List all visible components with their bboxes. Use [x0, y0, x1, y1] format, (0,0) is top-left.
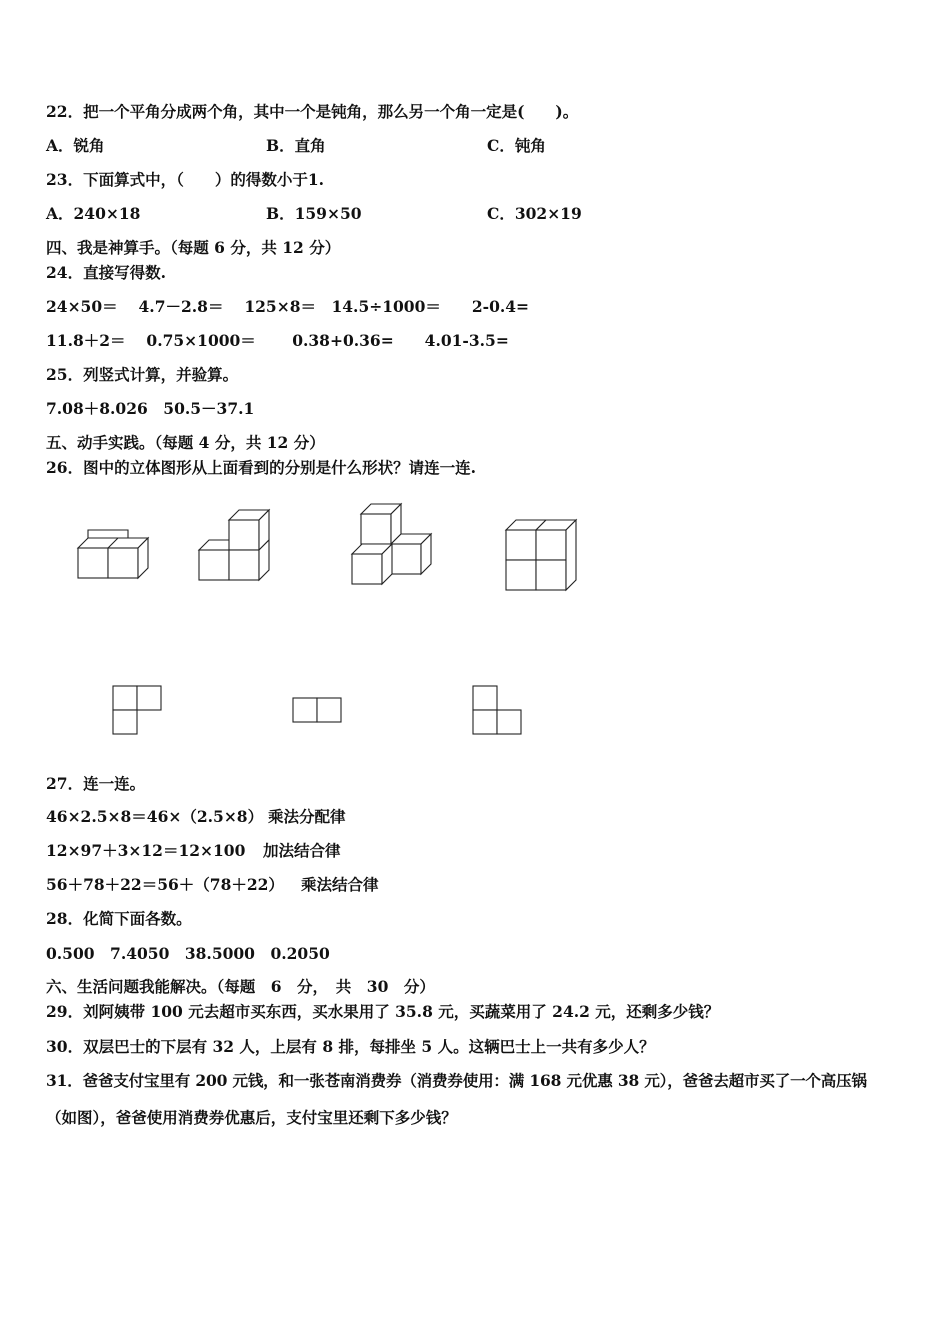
q24-title: 24．直接写得数.	[46, 263, 166, 282]
q25-items: 7.08＋8.026 50.5－37.1	[46, 399, 255, 418]
top-view-1	[112, 685, 164, 737]
q27-expr-1[interactable]: 46×2.5×8＝46×（2.5×8）	[46, 807, 264, 826]
section5-title: 五、动手实践。（每题 4 分，共 12 分）	[46, 433, 325, 452]
solid-2	[190, 505, 280, 590]
q28-numbers: 0.500 7.4050 38.5000 0.2050	[46, 944, 330, 963]
q23-option-b[interactable]: B．159×50	[266, 204, 362, 223]
q23-question: 23．下面算式中，（ ）的得数小于1.	[46, 170, 325, 189]
q28-title: 28．化简下面各数。	[46, 909, 192, 928]
q22-option-a[interactable]: A．锐角	[46, 136, 105, 155]
section6-title: 六、生活问题我能解决。（每题 6 分， 共 30 分）	[46, 977, 435, 996]
q23-option-a[interactable]: A．240×18	[46, 204, 141, 223]
q24-row-1: 24×50＝ 4.7－2.8＝ 125×8＝ 14.5÷1000＝ 2-0.4=	[46, 297, 530, 316]
q22-question: 22．把一个平角分成两个角，其中一个是钝角，那么另一个角一定是( )。	[46, 102, 579, 121]
q27-expr-3[interactable]: 56＋78＋22＝56＋（78＋22）	[46, 875, 284, 894]
q27-title: 27．连一连。	[46, 774, 146, 793]
q25-title: 25．列竖式计算，并验算。	[46, 365, 239, 384]
q27-law-2[interactable]: 加法结合律	[263, 841, 341, 860]
solid-1	[70, 520, 160, 590]
q22-option-b[interactable]: B．直角	[266, 136, 326, 155]
solid-4	[498, 512, 588, 597]
q30-question: 30．双层巴士的下层有 32 人，上层有 8 排，每排坐 5 人。这辆巴士上一共有多少人？	[46, 1037, 655, 1056]
q29-question: 29．刘阿姨带 100 元去超市买东西，买水果用了 35.8 元，买蔬菜用了 24.2 元，还剩多少钱？	[46, 1002, 720, 1021]
q23-option-c[interactable]: C．302×19	[487, 204, 582, 223]
solid-3	[345, 500, 445, 590]
q27-expr-2[interactable]: 12×97＋3×12＝12×100	[46, 841, 246, 860]
q24-row-2: 11.8＋2＝ 0.75×1000＝ 0.38+0.36= 4.01-3.5=	[46, 331, 509, 350]
q27-law-3[interactable]: 乘法结合律	[301, 875, 379, 894]
q27-law-1[interactable]: 乘法分配律	[268, 807, 346, 826]
q26-title: 26．图中的立体图形从上面看到的分别是什么形状？请连一连.	[46, 458, 476, 477]
q22-option-c[interactable]: C．钝角	[487, 136, 546, 155]
q31-question-line-1: 31．爸爸支付宝里有 200 元钱，和一张苍南消费券（消费券使用：满 168 元优惠 38 元），爸爸去超市买了一个高压锅	[46, 1071, 867, 1090]
section4-title: 四、我是神算手。（每题 6 分，共 12 分）	[46, 238, 341, 257]
top-view-2	[292, 697, 344, 725]
top-view-3	[472, 685, 524, 737]
q31-question-line-2: （如图），爸爸使用消费券优惠后，支付宝里还剩下多少钱？	[46, 1108, 457, 1127]
